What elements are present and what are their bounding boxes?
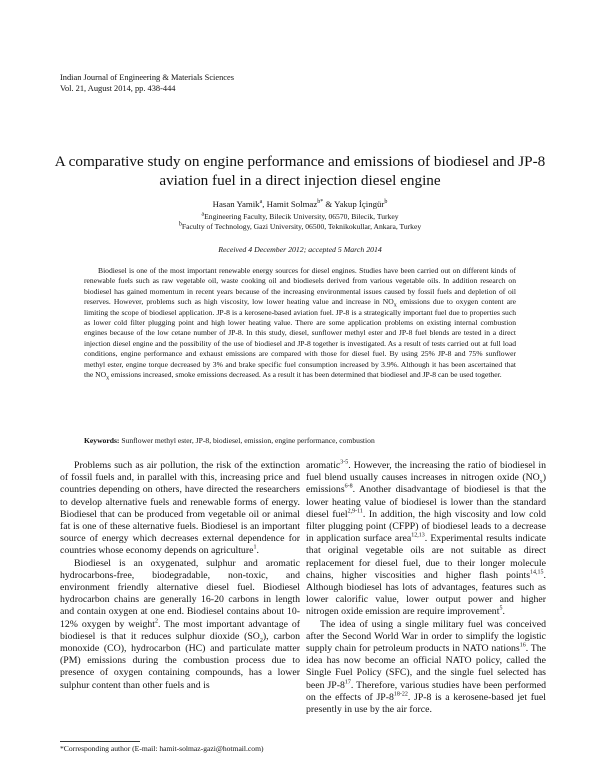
author-mark: b* [317,199,324,206]
citation: 14,15 [530,569,544,576]
body-text: . Although biodiesel has lots of advantages, features such as lower calorific value, lower output power and higher nitrogen oxide emission are require improvement [306,569,546,618]
affiliation-b [40,222,560,232]
subscript: x [393,302,397,309]
citation: 6-8 [344,484,353,491]
body-text: . Experimental results indicate that original vegetable oils are not suitable as direct replacement for diesel fuel, due to their longer molecule chains, higher viscosities and higher flash points [306,533,546,581]
author-name: Yakup İçingür [334,199,385,209]
body-text: . Another disadvantage of biodiesel is that the lower heating value of biodiesel is lower than the standard diesel fuel [306,484,546,520]
citation: 16 [519,642,526,649]
paper-title: A comparative study on engine performance and emissions of biodiesel and JP-8 aviation fuel in a direct injection diesel engine [54,153,546,189]
corresponding-author-footnote: *Corresponding author (E-mail: hamit-solmaz-gazi@hotmail.com) [60,744,264,753]
body-text: . In addition, the high viscosity and low cold filter plugging point (CFPP) of biodiesel leads to a decrease in application surface area [306,508,546,545]
body-column-left [60,460,300,692]
affiliation-mark: a [201,211,205,218]
abstract-text: Biodiesel is one of the most important renewable energy sources for diesel engines. Studies have been carried out on different kinds of renewable fuels such as raw vegetable oil, waste cooking oil and biodiesels derived from various vegetable oils. In addition research on biodiesel has gained momentum in recent years because of the increasing environmental issues caused by fossil fuels and depletion of oil reserves. However, problems such as high viscosity, low lower heating value and increase in NO [84,266,516,307]
affiliation-text: Engineering Faculty, Bilecik University, 06570, Bilecik, Turkey [204,212,399,221]
body-column-right [306,460,546,716]
body-text: . [256,545,259,557]
body-text: . [502,606,505,618]
citation: 12,13 [411,532,425,539]
body-paragraph [60,558,300,692]
citation: 2 [154,618,158,625]
body-text: . JP-8 is a kerosene-based jet fuel presently in use by the air force. [306,691,547,716]
author-mark: b [384,199,388,206]
author-separator: , [262,199,267,209]
author-list [40,199,560,209]
citation: 17 [344,679,351,686]
journal-name: Indian Journal of Engineering & Materials Sciences [60,73,234,82]
body-paragraph [306,460,546,619]
body-text: Biodiesel is an oxygenated, sulphur and aromatic hydrocarbons-free, biodegradable, non-toxic, and environment friendly alternative diesel fuel. Biodiesel hydrocarbon chains are generally 16-20 carbons in length and contain oxygen at one end. Biodiesel contains about 10-12% oxygen by weight [60,557,300,630]
journal-issue: Vol. 21, August 2014, pp. 438-444 [60,84,176,93]
keywords-label: Keywords: [84,436,120,445]
abstract [84,266,516,380]
body-text: ) emissions [306,472,546,496]
keywords [84,436,516,445]
subscript: 2 [259,637,263,644]
body-paragraph [306,619,546,717]
body-text: aromatic [306,460,341,471]
subscript: x [106,375,110,382]
footnote-rule [60,741,140,742]
affiliation-mark: b [178,221,182,228]
citation: 5 [499,606,503,613]
subscript: x [539,479,543,486]
received-dates: Received 4 December 2012; accepted 5 March 2014 [218,245,382,254]
author-mark: a [259,199,263,206]
body-text: . The most important advantage of biodiesel is that it reduces sulphur dioxide (SO [60,618,300,642]
affiliation-text: Faculty of Technology, Gazi University, 06500, Teknikokullar, Ankara, Turkey [181,222,422,231]
abstract-text: emissions due to oxygen content are limiting the scope of biodiesel application. JP-8 is a kerosene-based aviation fuel. JP-8 is a strategically important fuel due to properties such as lower cold filter plugging point and high lower heating value. There are some application problems on existing internal combustion engines because of the low cetane number of JP-8. In this study, diesel, sunflower methyl ester and JP-8 fuel blends are tested in a direct injection diesel engine and the possibility of the use of biodiesel and JP-8 together is investigated. As a result of tests carried out at full load conditions, engine performance and exhaust emissions are compared with those for diesel fuel. By using 25% JP-8 and 75% sunflower methyl ester, engine torque decreased by 3% and brake specific fuel consumption increased by 3.9%. Although it has been ascertained that the NO [84,297,516,380]
body-paragraph [60,460,300,558]
author-name: Hamit Solmaz [266,199,318,209]
body-text: . The idea has now become an official NATO policy, called the Single Fuel Policy (SFC), and the single fuel selected has been JP-8 [306,643,546,691]
citation: 2,9-11 [347,508,363,515]
body-text: The idea of using a single military fuel was conceived after the Second World War in order to simplify the logistic supply chain for petroleum products in NATO nations [306,618,546,655]
abstract-text: emissions increased, smoke emissions decreased. As a result it has been determined that biodiesel and JP-8 can be used together. [109,370,502,380]
citation: 3-5 [340,459,349,466]
keywords-text: Sunflower methyl ester, JP-8, biodiesel, emission, engine performance, combustion [119,436,375,445]
affiliations [40,212,560,232]
citation: 1 [253,545,257,552]
body-text: Problems such as air pollution, the risk of the extinction of fossil fuels and, in parallel with this, increasing price and countries depending on others, have directed the researchers to develop alternative fuels and renewable forms of energy. Biodiesel that can be produced from vegetable oil or animal fat is one of these alternative fuels. Biodiesel is an important source of energy which decreases external dependence for countries whose economy depends on agriculture [60,460,300,557]
body-text: ), carbon monoxide (CO), hydrocarbon (HC) and particulate matter (PM) emissions during the combustion process due to presence of oxygen containing compounds, has a lower sulphur content than other fuels and is [60,630,300,691]
author-name: Hasan Yamik [212,199,260,209]
affiliation-a [40,212,560,222]
author-separator: & [323,199,335,209]
journal-header [60,72,234,94]
citation: 18-22 [393,691,408,698]
body-text: . However, the increasing the ratio of biodiesel in fuel blend usually causes increases in nitrogen oxide (NO [306,460,546,484]
body-text: . Therefore, various studies have been performed on the effects of JP-8 [306,679,546,703]
